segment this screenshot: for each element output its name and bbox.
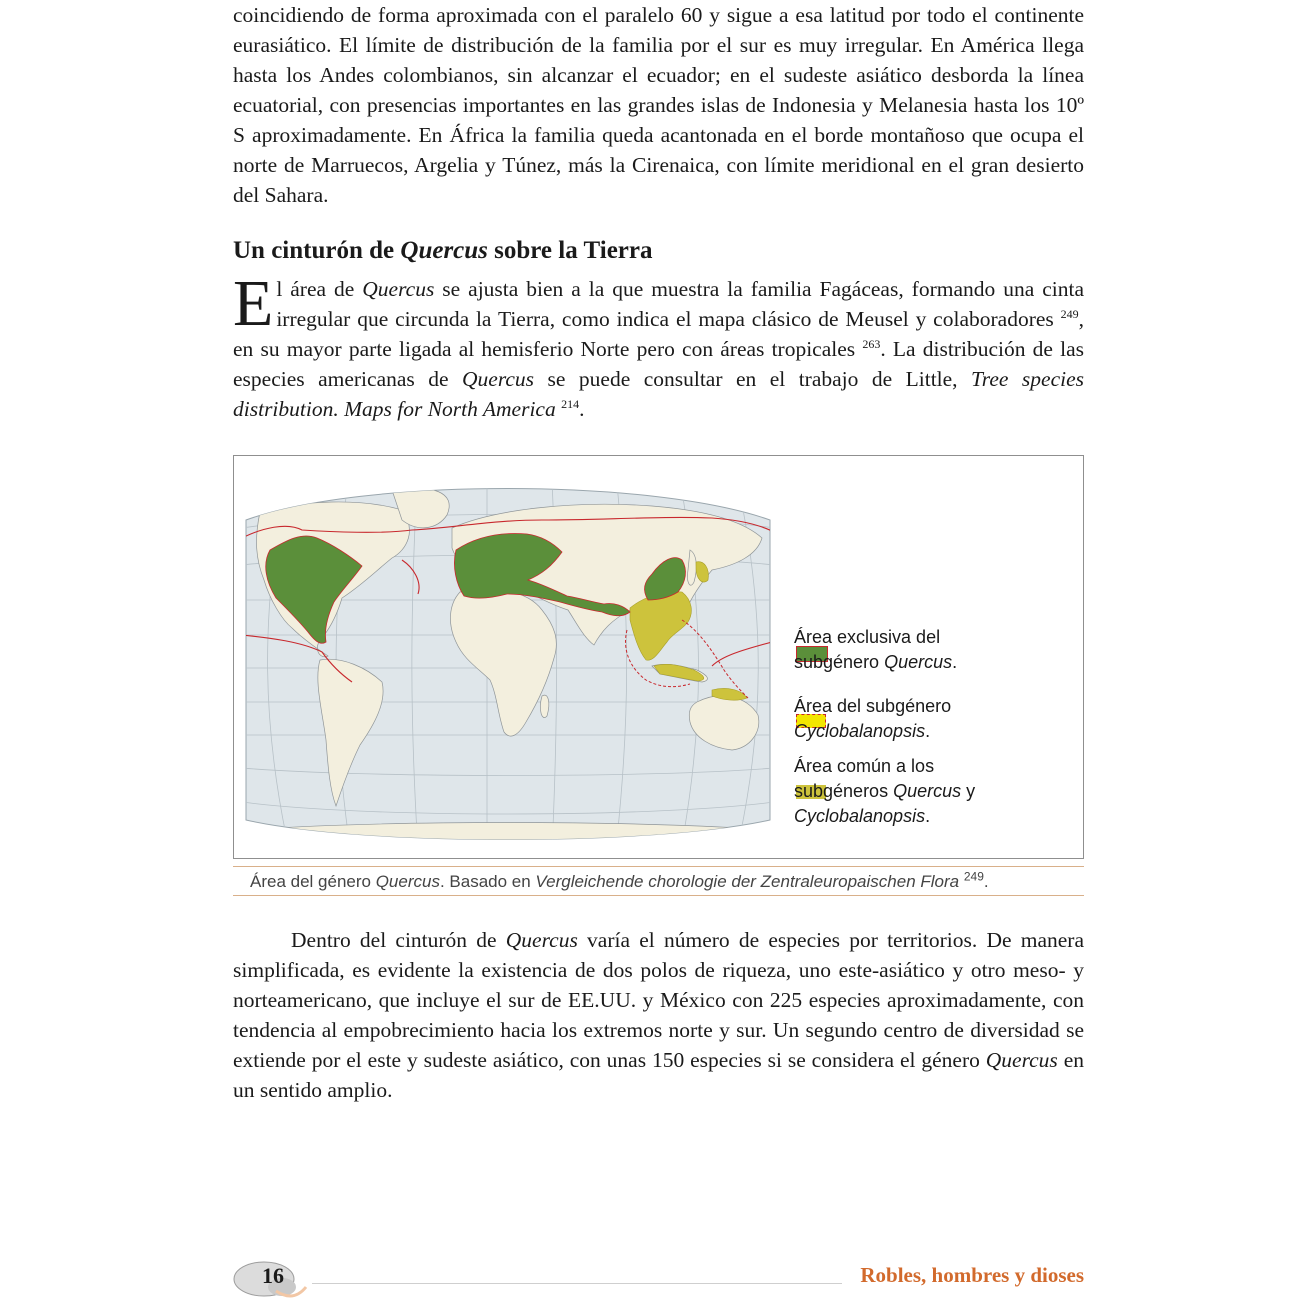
legend-item-quercus <box>794 625 957 675</box>
section-paragraph <box>233 267 1085 424</box>
legend-run: y <box>961 781 976 801</box>
text-run: l área de <box>276 277 363 301</box>
legend-run: subgénero <box>794 652 885 672</box>
legend-text <box>794 650 957 675</box>
intro-paragraph: coincidiendo de forma aproximada con el paralelo 60 y sigue a esa latitud por todo el continente eurasiático. El límite de distribución de la familia por el sur es muy irregular. En América llega hasta los Andes colombianos, sin alcanzar el ecuador; en el sudeste asiático desborda la línea ecuatorial, con presencias importantes en las grandes islas de Indonesia y Melanesia hasta los 10º S aproximadamente. En África la familia queda acantonada en el borde montañoso que ocupa el norte de Marruecos, Argelia y Túnez, más la Cirenaica, con límite meridional en el gran desierto del Sahara. <box>233 3 1084 207</box>
legend-text <box>794 804 975 829</box>
legend-run-italic: Quercus <box>884 652 953 672</box>
world-map <box>242 470 774 850</box>
legend-text <box>794 719 951 744</box>
text-run: Dentro del cinturón de <box>291 928 506 952</box>
legend-text: Área del subgénero <box>794 696 952 716</box>
caption-run: . <box>983 872 989 891</box>
legend-run: . <box>925 721 931 741</box>
legend-run: . <box>925 806 931 826</box>
caption-run-italic: Quercus <box>375 872 440 891</box>
heading-text-pre: Un cinturón de <box>233 237 401 264</box>
text-run-italic: Quercus <box>462 367 535 391</box>
text-run: en un sentido amplio. <box>233 1048 1084 1102</box>
legend-text <box>794 779 975 804</box>
text-run: , en su mayor parte ligada al hemisferio Norte pero con áreas tropicales <box>233 307 1084 361</box>
legend-text: Área común a los <box>794 756 935 776</box>
legend-text: Área exclusiva del <box>794 627 941 647</box>
text-run: . La distribución de las especies americanas de <box>233 337 1084 391</box>
text-run: se ajusta bien a la que muestra la familia Fagáceas, formando una cinta irregular que circunda la Tierra, como indica el mapa clásico de Meusel y colaboradores <box>276 277 1084 331</box>
text-run: se puede consultar en el trabajo de Little, <box>534 367 972 391</box>
caption-run-italic: Vergleichende chorologie der Zentraleuropaischen Flora <box>535 872 960 891</box>
antarctica <box>242 823 774 851</box>
drop-cap: E <box>233 267 274 340</box>
legend-run-italic: Cyclobalanopsis <box>794 806 926 826</box>
footnote-ref: 249 <box>1060 306 1079 321</box>
text-run-italic: Tree species distribution. Maps for North America <box>233 367 1085 421</box>
legend-item-common <box>794 754 975 829</box>
legend-run-italic: Cyclobalanopsis <box>794 721 926 741</box>
legend-item-cyclobalanopsis <box>794 694 951 744</box>
heading-text-italic: Quercus <box>400 237 488 264</box>
running-title: Robles, hombres y dioses <box>860 1263 1084 1287</box>
footnote-ref: 263 <box>862 336 881 351</box>
caption-run: Área del género <box>250 872 376 891</box>
text-run-italic: Quercus <box>505 928 578 952</box>
figure-caption <box>233 866 1084 896</box>
map-figure <box>233 455 1084 859</box>
footnote-ref: 214 <box>561 396 580 411</box>
text-run-italic: Quercus <box>362 277 435 301</box>
text-run-italic: Quercus <box>985 1048 1058 1072</box>
page-number: 16 <box>262 1263 284 1288</box>
text-run: . <box>579 397 585 421</box>
footnote-ref: 249 <box>963 869 984 884</box>
legend-run: . <box>952 652 958 672</box>
legend-run-italic: Quercus <box>893 781 962 801</box>
heading-text-post: sobre la Tierra <box>487 237 653 264</box>
caption-run: . Basado en <box>439 872 536 891</box>
text-run: varía el número de especies por territorios. De manera simplificada, es evidente la existencia de dos polos de riqueza, uno este-asiático y otro meso- y norteamericano, que incluye el sur de EE.UU. y México con 225 especies aproximadamente, con tendencia al empobrecimiento hacia los extremos norte y sur. Un segundo centro de diversidad se extiende por el este y sudeste asiático, con unas 150 especies si se considera el género <box>233 928 1084 1072</box>
section-heading <box>233 236 1084 266</box>
madagascar <box>540 695 548 717</box>
legend-run: subgéneros <box>794 781 894 801</box>
body-paragraph <box>233 925 1084 1105</box>
footer-rule <box>312 1283 842 1284</box>
